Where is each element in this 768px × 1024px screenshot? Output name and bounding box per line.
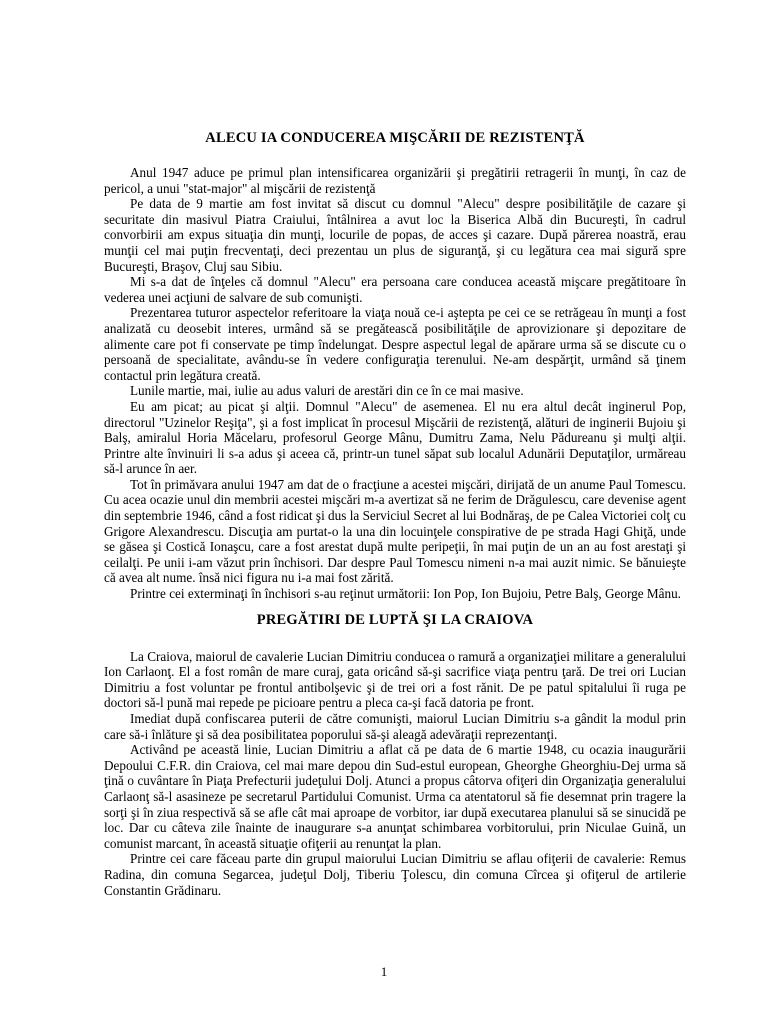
section-body-craiova <box>104 649 686 899</box>
paragraph: Tot în primăvara anului 1947 am dat de o fracţiune a acestei mişcări, dirijată de un anume Paul Tomescu. Cu acea ocazie unul din membrii acestei mişcări m-a avertizat să ne ferim de Drăgulescu, care devenise agent din septembrie 1946, când a fost ridicat şi dus la Serviciul Secret al lui Bodnăraş, de pe Calea Victoriei colţ cu Grigore Alexandrescu. Discuţia am purtat-o la una din locuinţele conspirative de pe strada Hagi Ghiţă, unde se găsea şi Costică Ionaşcu, care a fost arestat după multe peripeţii, în mai puţin de un an au fost arestaţi şi ceilalţi. Pe unii i-am văzut prin închisori. Dar despre Paul Tomescu nimeni n-a mai auzit nimic. Se bănuieşte că avea alt nume. însă nici figura nu i-a mai fost zărită. <box>104 476 686 586</box>
section-title-rezistenta: ALECU IA CONDUCEREA MIŞCĂRII DE REZISTENŢĂ <box>205 130 585 146</box>
paragraph: Mi s-a dat de înţeles că domnul "Alecu" era persoana care conducea această mişcare pregătitoare în vederea unei acţiuni de salvare de sub comunişti. <box>104 274 686 305</box>
paragraph: La Craiova, maiorul de cavalerie Lucian Dimitriu conducea o ramură a organizaţiei militare a generalului Ion Carlaonţ. El a fost român de mare curaj, gata oricând să-şi sacrifice viaţa pentru ţară. De trei ori Lucian Dimitriu a fost voluntar pe frontul antibolşevic şi de trei ori a fost rănit. De pe patul spitalului îi ruga pe doctori să-l pună mai repede pe picioare pentru a pleca ca-şi facă datoria pe front. <box>104 648 686 711</box>
section-body-rezistenta <box>104 165 686 602</box>
paragraph: Eu am picat; au picat şi alţii. Domnul "Alecu" de asemenea. El nu era altul decât inginerul Pop, directorul "Uzinelor Reşiţa", şi a fost implicat în procesul Mişcării de rezistenţă, alături de inginerii Bujoiu şi Balş, amiralul Horia Măcelaru, profesorul George Mânu, Dumitru Zama, Nelu Pădureanu şi mulţi alţii. Printre alte învinuiri li s-a adus şi aceea că, printr-un tunel săpat sub localul Adunării Deputaţilor, urmăreau să-l arunce în aer. <box>104 398 686 477</box>
page-number: 1 <box>380 964 388 979</box>
paragraph: Printre cei care făceau parte din grupul maiorului Lucian Dimitriu se aflau ofiţerii de cavalerie: Remus Radina, din comuna Segarcea, judeţul Dolj, Tiberiu Ţolescu, din comuna Cîrcea şi ofiţerul de artilerie Constantin Grădinaru. <box>104 851 686 898</box>
paragraph: Anul 1947 aduce pe primul plan intensificarea organizării şi pregătirii retragerii în munţi, în caz de pericol, a unui "stat-major" al mişcării de rezistenţă <box>104 165 686 196</box>
paragraph: Printre cei exterminaţi în închisori s-au reţinut următorii: Ion Pop, Ion Bujoiu, Petre Balş, George Mânu. <box>130 586 681 602</box>
section-title-craiova: PREGĂTIRI DE LUPTĂ ŞI LA CRAIOVA <box>256 611 534 628</box>
paragraph: Pe data de 9 martie am fost invitat să discut cu domnul "Alecu" despre posibilităţile de cazare şi securitate din masivul Piatra Craiului, întâlnirea a avut loc la Biserica Albă din Bucureşti, în cadrul convorbirii am expus situaţia din munţi, locurile de popas, de acces şi cazare. După părerea noastră, erau munţii cel mai puţin frecventaţi, deci prezentau un plus de siguranţă, şi cu legătura cea mai sigură spre Bucureşti, Braşov, Cluj sau Sibiu. <box>104 196 686 274</box>
paragraph: Activând pe această linie, Lucian Dimitriu a aflat că pe data de 6 martie 1948, cu ocazia inaugurării Depoului C.F.R. din Craiova, cel mai mare depou din Sud-estul european, Gheorghe Gheorghiu-Dej urma să ţină o cuvântare în Piaţa Prefecturii judeţului Dolj. Atunci a propus câtorva ofiţeri din Organizaţia generalului Carlaonţ să-l asasineze pe secretarul Partidului Comunist. Urma ca atentatorul să fie desemnat prin tragere la sorţi şi în ziua respectivă să se afle cât mai aproape de vorbitor, iar după executarea planului să se sinucidă pe loc. Dar cu câteva zile înainte de inaugurare s-a anunţat schimbarea vorbitorului, prin Niculae Guină, un comunist marcant, în această situaţie ofiţerii au renunţat la plan. <box>104 742 686 851</box>
paragraph: Lunile martie, mai, iulie au adus valuri de arestări din ce în ce mai masive. <box>130 383 524 399</box>
paragraph: Prezentarea tuturor aspectelor referitoare la viaţa nouă ce-i aştepta pe cei ce se retrăgeau în munţi a fost analizată cu deosebit interes, urmând să se pregătească posibilităţile de aprovizionare şi depozitare de alimente care pot fi conservate pe timp îndelungat. Despre aspectul legal de apărare urma să se discute cu o persoană de specialitate, avându-se în vedere configuraţia terenului. Ne-am despărţit, urmând să ţinem contactul prin legătura creată. <box>104 305 686 383</box>
paragraph: Imediat după confiscarea puterii de către comunişti, maiorul Lucian Dimitriu s-a gândit la modul prin care să-i înlăture şi să dea posibilitatea poporului să-şi aleagă adevăraţii reprezentanţi. <box>104 711 686 742</box>
document-page <box>104 130 686 898</box>
